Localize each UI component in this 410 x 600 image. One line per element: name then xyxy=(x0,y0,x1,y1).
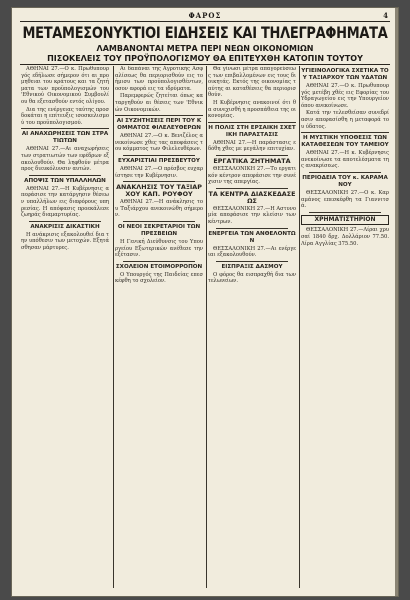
article-heading: ΕΝΕΡΓΕΙΑ ΤΩΝ ΑΝΘΕΛΟΝΤΩΝ xyxy=(208,230,296,244)
subheadline-1: ΛΑΜΒΑΝΟΝΤΑΙ ΜΕΤΡΑ ΠΕΡΙ ΝΕΩΝ ΟΙΚΟΝΟΜΙΩΝ xyxy=(96,44,314,53)
article-text: ΑΘΗΝΑΙ 27.—Η Κυβέρνησις απεφάσισε την κατάργησιν θέσεων υπαλλήλων εις διαφόρους υπηρεσίας. Η απόφασις προεκάλεσε ζωηράς διαμαρτυρίας. xyxy=(21,185,109,219)
article-text: Κατά την τελεσθείσαν συνεδρίασιν απεφασίσθη η μεταφορά του ύδατος. xyxy=(301,110,389,130)
page-number: 4 xyxy=(383,11,388,20)
article-text: ΘΕΣΣΑΛΟΝΙΚΗ 27.—Το εργατικόν κέντρον απεφάσισε την συνέχισιν της απεργίας. xyxy=(208,165,296,186)
article-heading: ΕΥΧΑΡΙΣΤΙΑΙ ΠΡΕΣΒΕΥΤΟΥ xyxy=(118,157,200,164)
article-lead: Αι δαπάναι της Αγροτικής Ασφαλίσεως θα περιορισθούν εις το ήμισυ των προϋπολογισθέντων, οσον αφορά εις τα ιδρύματα. xyxy=(115,66,203,92)
column-3 xyxy=(208,66,296,590)
article-heading: ΑΠΟΨΙΣ ΤΩΝ ΥΠΑΛΛΗΛΩΝ xyxy=(24,177,106,184)
column-1 xyxy=(21,66,109,590)
divider xyxy=(216,261,288,262)
article-text: ΘΕΣΣΑΛΟΝΙΚΗ 27.—Αι ενέργειαι εξακολουθούν. xyxy=(208,245,296,259)
article-text: Δια της ενέργειας ταύτης προσδοκάται η επίτευξις ισοσκελισμού του προϋπολογισμού. xyxy=(21,106,109,126)
newspaper-name: ΦΑΡΟΣ xyxy=(188,11,222,20)
header-rule xyxy=(20,21,390,22)
article-heading: ΑΝΑΚΡΙΣΙΣ ΔΙΚΑΣΤΙΚΗ xyxy=(30,223,100,230)
divider xyxy=(216,228,288,229)
divider xyxy=(216,155,288,156)
column-separator xyxy=(113,66,114,588)
article-heading: Η ΜΥΣΤΙΚΗ ΥΠΟΘΕΣΙΣ ΤΩΝ ΚΑΤΑΘΕΣΕΩΝ ΤΟΥ ΤΑΜΕΙΟΥ xyxy=(301,135,389,149)
column-separator xyxy=(206,66,207,588)
column-separator xyxy=(299,66,300,588)
page-header xyxy=(22,12,388,20)
divider xyxy=(309,172,381,173)
article-heading: ΣΧΟΛΕΙΟΝ ΕΤΟΙΜΟΡΡΟΠΟΝ xyxy=(115,263,203,270)
page-edge-shadow xyxy=(395,8,398,596)
article-heading: ΕΡΓΑΤΙΚΑ ΖΗΤΗΜΑΤΑ xyxy=(213,156,291,165)
article-text: Παρεμφερώς ζητείται όπως καταργηθούν αι θέσεις των 'Εθνικών Οικονομικών. xyxy=(115,93,203,113)
subheadline-2: ΠΙΣΟΚΕΛΕΙΣ ΤΟΥ ΠΡΟΫΠΟΛΟΓΙΣΜΟΥ ΘΑ ΕΠΙΤΕΥΧΘΗ ΚΑΤΟΠΙΝ ΤΟΥΤΟΥ xyxy=(47,54,363,63)
article-lead: Θα γίνωσι μέτρα απαγορεύσεως των επιβαλλομένων εις τους διοικητάς. Εκτός της οικονομίας ταύτης αι καταθέσεις θα περιορισθούν. xyxy=(208,66,296,99)
divider xyxy=(216,188,288,189)
article-text: ΑΘΗΝΑΙ 27.—Η κ. Κυβέρνησις ανεκοίνωσε τα αποτελέσματα της ανακρίσεως. xyxy=(301,150,389,170)
article-text: Ο φόρος θα εισπραχθή δια των τελωνείων. xyxy=(208,271,296,285)
article-heading: ΠΕΡΙΟΔΕΙΑ ΤΟΥ κ. ΚΑΡΑΜΑΝΟΥ xyxy=(302,174,388,188)
article-text: ΘΕΣΣΑΛΟΝΙΚΗ 27.—Η Αστυνομία απεφάσισε την κλείσιν των κέντρων. xyxy=(208,205,296,225)
divider xyxy=(309,212,381,213)
newspaper-page xyxy=(12,8,398,596)
divider xyxy=(301,132,389,133)
article-text: ΑΘΗΝΑΙ 27.—Η παράστασις εδόθη χθες με μεγάλην επιτυχίαν. xyxy=(208,139,296,153)
article-text: ΑΘΗΝΑΙ 27.—Ο κ. Βενιζέλος ανεκοίνωσε χθες τας αποφάσεις του κόμματος των Φιλελευθέρων. xyxy=(115,133,203,153)
article-text: Ο Υπουργός της Παιδείας επεσκέφθη το σχολείον. xyxy=(115,271,203,285)
article-lead: ΑΘΗΝΑΙ 27.—Ο κ. Πρωθυπουργός εδήλωσε σήμερον ότι αι προμηθειαι του κράτους και τα ζητήματα των προϋπολογισμών του 'Εθνικού Οικονομικού Συμβουλίου θα εξετασθούν εντός ολίγου. xyxy=(21,66,109,105)
article-text: ΑΘΗΝΑΙ 27.—Αι αναχωρήσεις των στρατιωτών των εφέδρων εξακολουθούν. Θα ληφθούν μέτρα προς διευκόλυνσιν αυτών. xyxy=(21,146,109,173)
article-heading-boxed: ΧΡΗΜΑΤΙΣΤΗΡΙΟΝ xyxy=(301,215,389,226)
column-4 xyxy=(301,66,389,590)
divider xyxy=(123,221,195,222)
article-heading: Η ΠΟΛΙΣ ΣΤΗ ΕΡΣΑΙΚΗ ΣΧΕΤΙΚΗ ΠΑΡΑΣΤΑΣΙΣ xyxy=(208,124,296,138)
article-heading: ΥΓΙΕΙΝΟΛΟΓΙΚΑ ΣΧΕΤΙΚΑ ΤΟΥ ΤΑΞΙΑΡΧΟΥ ΤΩΝ ΥΔΑΤΩΝ xyxy=(301,68,389,81)
article-text: ΘΕΣΣΑΛΟΝΙΚΗ 27.—Λίραι χρυσαί 1840 δρχ. Δολλάριον 77.50. Λίρα Αγγλίας 375.50. xyxy=(301,227,389,247)
article-text: Η Κυβέρνησις ανακοινοί ότι θα συνεχισθή η προσπάθεια της οικονομίας. xyxy=(208,99,296,120)
divider xyxy=(115,115,203,116)
article-text: ΘΕΣΣΑΛΟΝΙΚΗ 27.—Ο κ. Καραμάνος επεσκέφθη τα Γιαννιτσά. xyxy=(301,189,389,210)
column-2 xyxy=(115,66,203,590)
divider xyxy=(123,155,195,156)
article-heading: ΑΝΑΚΛΗΣΙΣ ΤΟΥ ΤΑΞΙΑΡΧΟΥ ΚΑΠ. ΡΟΥΦΟΥ xyxy=(116,183,202,199)
headline-rule xyxy=(20,64,390,65)
article-heading: ΑΙ ΣΥΖΗΤΗΣΕΙΣ ΠΕΡΙ ΤΟΥ ΚΟΜΜΑΤΟΣ ΦΙΛΕΛΕΥΘΕΡΩΝ xyxy=(116,118,202,132)
article-text: Η Γενική Διεύθυνσις του Υπουργείου Εξωτερικών ανέθεσε την εξέτασιν. xyxy=(115,238,203,259)
divider xyxy=(208,122,296,123)
divider xyxy=(21,128,109,129)
article-text: Η ανάκρισις εξακολουθεί δια την υπόθεσιν των μετοχών. Εξητάσθησαν μάρτυρες. xyxy=(21,231,109,251)
main-headline: ΜΕΤΑΜΕΣΟΝΥΚΤΙΟΙ ΕΙΔΗΣΕΙΣ ΚΑΙ ΤΗΛΕΓΡΑΦΗΜΑΤΑ xyxy=(22,24,388,43)
divider xyxy=(123,261,195,262)
article-heading: ΕΙΣΠΡΑΞΙΣ ΔΑΣΜΟΥ xyxy=(221,263,283,270)
article-text: ΑΘΗΝΑΙ 27.—Ο πρέσβυς ευχαρίστησε την Κυβέρνησιν. xyxy=(115,165,203,179)
divider xyxy=(29,175,101,176)
article-heading: ΤΑ ΚΕΝΤΡΑ ΔΙΑΣΚΕΔΑΣΕΩΣ xyxy=(208,189,296,205)
article-text: ΑΘΗΝΑΙ 27.—Ο κ. Πρωθυπουργός μετέβη χθές εις Εφορίας του Υδραγωγείου εις την Υπουργείον όπου ανεκοίνωσε. xyxy=(301,83,389,109)
divider xyxy=(123,181,195,182)
article-heading: ΑΙ ΑΝΑΧΩΡΗΣΕΙΣ ΤΩΝ ΣΤΡΑΤΙΩΤΩΝ xyxy=(21,131,109,145)
article-heading: ΟΙ ΝΕΟΙ ΣΕΚΡΕΤΑΡΙΟΙ ΤΩΝ ΠΡΕΣΒΕΙΩΝ xyxy=(117,223,201,237)
article-text: ΑΘΗΝΑΙ 27.—Η ανάκλησις του Ταξιάρχου ανεκοινώθη σήμερον. xyxy=(115,199,203,219)
divider xyxy=(29,221,101,222)
